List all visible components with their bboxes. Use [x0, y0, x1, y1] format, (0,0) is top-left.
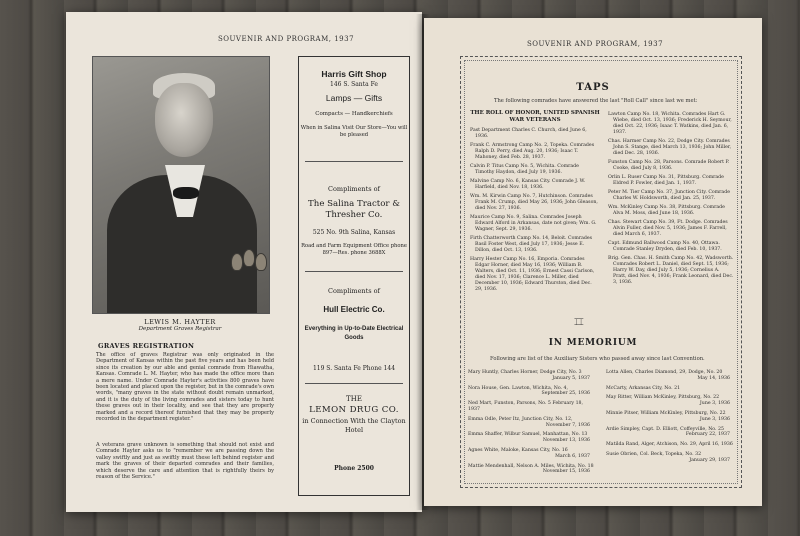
roll-entry: Capt. Edmund Ballwood Camp No. 40, Ottawa. Comrade Stanley Dryden, died Feb. 10, 1937. [608, 241, 722, 252]
lemon-drug-phone: Phone 2500 [334, 465, 374, 472]
roll-entry: Peter M. Tier Camp No. 37, Junction City. Comrade Charles W. Holdsworth, died Jan. 25, 1937. [608, 190, 730, 201]
hull-address: 119 S. Santa Fe Phone 144 [312, 365, 396, 372]
ad-divider [305, 271, 403, 272]
ad-divider [305, 161, 403, 162]
graves-paragraph-1: The office of graves Registrar was only originated in the Department of Kansas within the past five years and has been held since its creation by our able and genial comrade from Hiawatha, Kansas. Comrade L. M. Hayter, who has made the office more than a mere name. Under Comrade Hayter's activities 800 graves have been located and placed upon the register, but in the comrade's own words, "many graves in the state without doubt remain unmarked, and it is the duty of the living comrades and sisters today to hunt these graves out in their locality, and see that they are properly marked and a record thereof furnished that they may be properly recorded in the department register." [96, 352, 274, 423]
memoriam-entry: Mary Huntly, Charles Horner, Dodge City, No. 3 January 5, 1937 [468, 370, 590, 381]
roll-entry: Wm. M. Kirwin Camp No. 7, Hutchinson. Comrades Frank M. Crump, died May 26, 1936; John Gleason, died Nov. 27, 1936. [470, 194, 598, 211]
memoriam-entry: Susie Obrien, Col. Beck, Topeka, No. 32 January 29, 1937 [606, 451, 730, 463]
roll-entry: Maurice Camp No. 9, Salina. Comrades Joseph Edward Alford in Arkansas, date not given; Wm. G. Wagner, Sept. 29, 1936. [470, 215, 597, 232]
roll-entry: Lawton Camp No. 18, Wichita. Comrades Hart G. Wiebe, died Oct. 13, 1936; Frederick H. Seymour, died Oct. 22, 1936; Isaac T. Watkins, died Jan. 6, 1937. [608, 112, 732, 135]
harris-items: Compacts — Handkerchiefs [315, 111, 393, 117]
roll-entry: Chas. Harmer Camp No. 22, Dodge City. Comrades John S. Stange, died March 13, 1936; John Miller, died Dec. 28, 1936. [608, 139, 732, 156]
roll-column-left [470, 128, 598, 296]
roll-of-honor-heading: THE ROLL OF HONOR, UNITED SPANISH WAR VETERANS [470, 110, 600, 123]
taps-title: TAPS [576, 82, 610, 93]
graves-registration-heading: GRAVES REGISTRATION [98, 342, 195, 350]
tractor-address: 525 No. 9th Salina, Kansas [312, 229, 396, 236]
roll-entry: Past Department Charles C. Church, died June 6, 1936. [470, 128, 587, 139]
in-memoriam-intro: Following are list of the Auxiliary Sisters who passed away since last Convention. [490, 356, 705, 362]
hull-electric-name: Hull Electric Co. [323, 305, 385, 314]
running-head-right: SOUVENIR AND PROGRAM, 1937 [526, 40, 664, 48]
harris-address: 146 S. Santa Fe [330, 81, 378, 88]
memoriam-entry: Matilda Rand, Alger, Atchison, No. 29, April 16, 1936 [606, 442, 733, 448]
memoriam-entry: McCarty, Arkansas City, No. 21 [606, 385, 681, 391]
roll-entry: Chas. Stewart Camp No. 39, Ft. Dodge. Comrades Alvin Fuller, died Nov. 5, 1936; James F. Farrell, died March 6, 1937. [608, 220, 728, 237]
roll-entry: Frank C. Armstrong Camp No. 2, Topeka. Comrades Ralph D. Perry, died Aug. 20, 1936; Isaac T. Mahoney, died Feb. 28, 1937. [470, 143, 595, 160]
roll-column-right [608, 112, 734, 289]
memoriam-column-right [606, 370, 734, 468]
roll-entry: Calvin P. Titus Camp No. 5, Wichita. Comrade Timothy Haydon, died July 19, 1936. [470, 164, 579, 175]
memoriam-entry: Agnes White, Maloke, Kansas City, No. 16 March 6, 1937 [468, 447, 590, 459]
memoriam-entry: Nora House, Gen. Lawton, Wichita, No. 4, September 25, 1936 [468, 385, 590, 397]
hull-compliments: Compliments of [328, 287, 380, 295]
memoriam-entry: May Ritter, William McKinley, Pittsburg, No. 22 June 3, 1936 [606, 395, 730, 407]
roll-entry: Funston Camp No. 28, Parsons. Comrade Robert P. Cooke, died July 8, 1936. [608, 160, 730, 171]
roll-entry: Malvine Camp No. 6, Kansas City. Comrade J. W. Harfield, died Nov. 18, 1936. [470, 179, 586, 190]
hull-description: Everything in Up-to-Date Electrical Goods [304, 326, 404, 341]
harris-gift-shop-name: Harris Gift Shop [321, 69, 387, 79]
memoriam-entry: Emma Odle, Peter Itz, Junction City, No. 12, November 7, 1936 [468, 416, 590, 428]
harris-visit-text: When in Salina Visit Our Store—You will be pleased [300, 125, 408, 138]
photo-caption-title: Department Graves Registrar [138, 326, 222, 332]
memoriam-entry: Ned Mart, Funston, Parsons, No. 5 February 18, 1937 [468, 401, 584, 412]
memoriam-entry: Ardie Simpley, Capt. D. Elliott, Coffeyville, No. 25 February 22, 1937 [606, 426, 730, 438]
section-ornament-icon: ⌶⌶ [574, 318, 583, 328]
ad-divider [305, 383, 403, 384]
tractor-compliments: Compliments of [328, 185, 380, 193]
photo-medal [243, 249, 255, 267]
harris-tagline: Lamps — Gifts [325, 93, 383, 103]
roll-entry: Wm. McKinley Camp No. 38, Pittsburg. Comrade Alva M. Moss, died June 18, 1936. [608, 205, 725, 216]
photo-medal [255, 253, 267, 271]
lemon-drug-name: LEMON DRUG CO. [309, 405, 399, 415]
portrait-photo [92, 56, 270, 314]
advertisement-column [298, 56, 410, 496]
in-memoriam-title: IN MEMORIUM [548, 338, 638, 348]
roll-entry: Orlin L. Ruser Camp No. 31, Pittsburg. Comrade Eldred P. Fowler, died Jan. 1, 1937. [608, 175, 724, 186]
lemon-drug-connection: in Connection With the Clayton Hotel [302, 417, 406, 434]
roll-entry: Brig. Gen. Chas. H. Smith Camp No. 42, Wadsworth. Comrades Robert L. Daniel, died Sept. 15, 1936; Harry W. Day, died July 5, 1936; Cornelius A. Pratt, died Nov. 4, 1936; Frank Leonard, died Dec. 3, 1936. [608, 256, 734, 285]
tractor-description: Road and Farm Equipment Office phone 897—Res. phone 3688X [301, 243, 407, 256]
photo-head [155, 83, 213, 157]
memoriam-entry: Mattie Mendenhall, Nelson A. Miles, Wichita, No. 18 November 15, 1936 [468, 463, 594, 475]
graves-paragraph-2: A veterans grave unknown is something that should not exist and Comrade Hayter asks us to "remember we are passing down the valley swiftly and just as swiftly must these left behind register and mark the graves of their departed comrades and their families, which deserve the care and attention that is rightfully theirs by reason of the Service." [96, 442, 274, 481]
memoriam-column-left [468, 370, 594, 479]
right-page [424, 18, 762, 506]
photo-medal [231, 253, 243, 271]
roll-entry: Firth Chatterworth Camp No. 14, Beloit. Comrades Basil Foster West, died July 17, 1936; Jesse E. Dillon, died Oct. 13, 1936. [470, 236, 593, 253]
lemon-drug-the: THE [346, 395, 362, 403]
memoriam-entry: Lotta Allen, Charles Diamond, 29, Dodge, No. 20 May 14, 1936 [606, 370, 730, 381]
photo-caption-name: LEWIS M. HAYTER [144, 318, 216, 326]
memoriam-entry: Minnie Pitser, William McKinley, Pittsburg, No. 22 June 3, 1936 [606, 410, 730, 422]
taps-intro: The following comrades have answered the last "Roll Call" since last we met: [494, 98, 698, 104]
left-page [66, 12, 422, 512]
photo-bow-tie [173, 187, 199, 199]
memoriam-entry: Emma Shaffer, Wilbur Samuel, Manhattan, No. 13 November 13, 1936 [468, 432, 590, 444]
roll-entry: Harry Hester Camp No. 16, Emporia. Comrades Edgar Horner, died May 16, 1936; William B. Walters, died Oct. 11, 1936; Ernest Cassi Carlson, died Nov. 17, 1936; Clarence L. Miller, died December 10, 1936; Edward Thurston, died Dec. 29, 1936. [470, 257, 595, 292]
tractor-company-name: The Salina Tractor & Thresher Co. [308, 199, 400, 220]
running-head-left: SOUVENIR AND PROGRAM, 1937 [217, 35, 355, 43]
